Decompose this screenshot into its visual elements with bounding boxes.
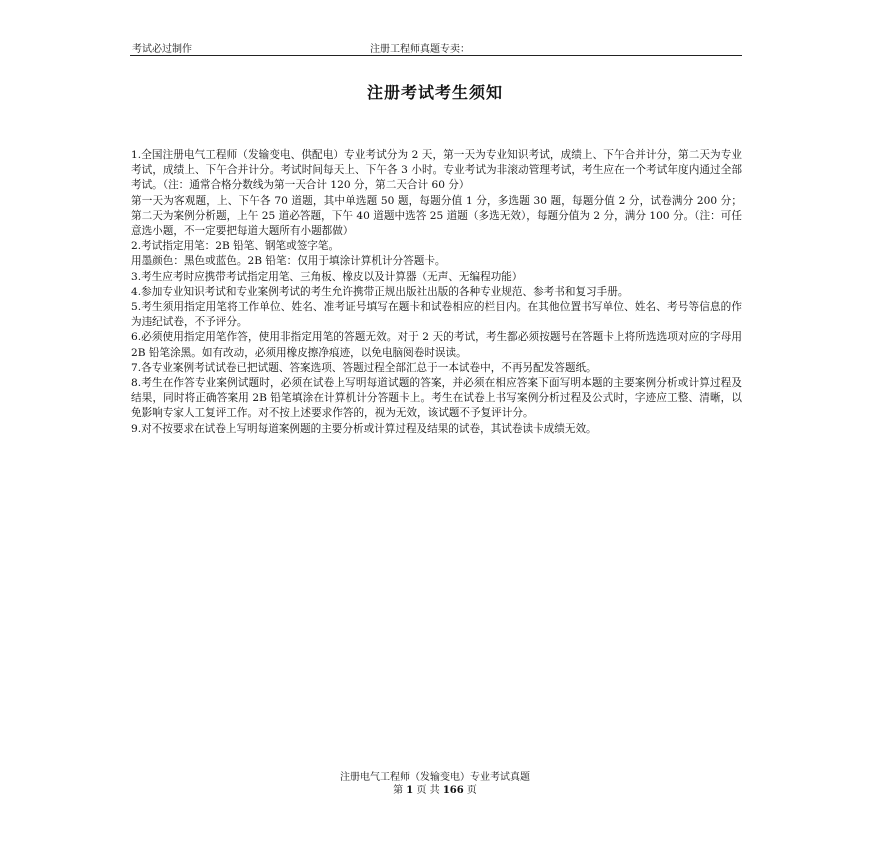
paragraph-5: 5.考生须用指定用笔将工作单位、姓名、准考证号填写在题卡和试卷相应的栏目内。在其他位置书写单位、姓名、考号等信息的作为违纪试卷，不予评分。 bbox=[131, 301, 742, 329]
paragraph-6: 6.必须使用指定用笔作答，使用非指定用笔的答题无效。对于 2 天的考试，考生都必须按题号在答题卡上将所选选项对应的字母用 2B 铅笔涂黑。如有改动，必须用橡皮擦净痕迹，以免电脑阅卷时误读。 bbox=[131, 331, 742, 359]
page-suffix: 页 bbox=[466, 785, 477, 796]
paragraph-7: 7.各专业案例考试试卷已把试题、答案选项、答题过程全部汇总于一本试卷中，不再另配发答题纸。 bbox=[131, 361, 597, 374]
paragraph-1-continued: 第一天为客观题，上、下午各 70 道题，其中单选题 50 题，每题分值 1 分，多选题 30 题，每题分值 2 分，试卷满分 200 分；第二天为案例分析题，上午 25 道必答题，下午 40 道题中选答 25 道题（多选无效），每题分值为 2 分，满分 100 分。（注：可任意选小题，不一定要把每道大题所有小题都做） bbox=[131, 194, 742, 238]
paragraph-2-continued: 用墨颜色：黑色或蓝色。2B 铅笔：仅用于填涂计算机计分答题卡。 bbox=[131, 255, 446, 268]
paragraph-2: 2.考试指定用笔：2B 铅笔、钢笔或签字笔。 bbox=[131, 240, 340, 253]
footer-title: 注册电气工程师（发输变电）专业考试真题 bbox=[340, 772, 530, 783]
notice-body bbox=[131, 148, 742, 437]
header-right-text: 注册工程师真题专卖： bbox=[370, 44, 470, 55]
page-current: 1 bbox=[406, 785, 414, 796]
page-middle: 页 共 bbox=[416, 785, 440, 796]
footer-page-number bbox=[0, 781, 870, 796]
header-divider bbox=[130, 55, 742, 56]
paragraph-9: 9.对不按要求在试卷上写明每道案例题的主要分析或计算过程及结果的试卷，其试卷读卡成绩无效。 bbox=[131, 422, 597, 435]
paragraph-8: 8.考生在作答专业案例试题时，必须在试卷上写明每道试题的答案，并必须在相应答案下面写明本题的主要案例分析或计算过程及结果，同时将正确答案用 2B 铅笔填涂在计算机计分答题卡上。考生在试卷上书写案例分析过程及公式时，字迹应工整、清晰，以免影响专家人工复评工作。对不按上述要求作答的，视为无效，该试题不予复评计分。 bbox=[131, 377, 742, 420]
page-prefix: 第 bbox=[393, 785, 404, 796]
paragraph-3: 3.考生应考时应携带考试指定用笔、三角板、橡皮以及计算器（无声、无编程功能） bbox=[131, 270, 523, 283]
paragraph-1: 1.全国注册电气工程师（发输变电、供配电）专业考试分为 2 天，第一天为专业知识考试，成绩上、下午合并计分，第二天为专业考试，成绩上、下午合并计分。考试时间每天上、下午各 3 小时。专业考试为非滚动管理考试，考生应在一个考试年度内通过全部考试。（注：通常合格分数线为第一天合计 120 分，第二天合计 60 分） bbox=[131, 149, 742, 192]
paragraph-4: 4.参加专业知识考试和专业案例考试的考生允许携带正规出版社出版的各种专业规范、参考书和复习手册。 bbox=[131, 285, 629, 298]
header-left-text: 考试必过制作 bbox=[132, 44, 192, 55]
page-total: 166 bbox=[442, 785, 464, 796]
page-title: 注册考试考生须知 bbox=[366, 83, 503, 102]
